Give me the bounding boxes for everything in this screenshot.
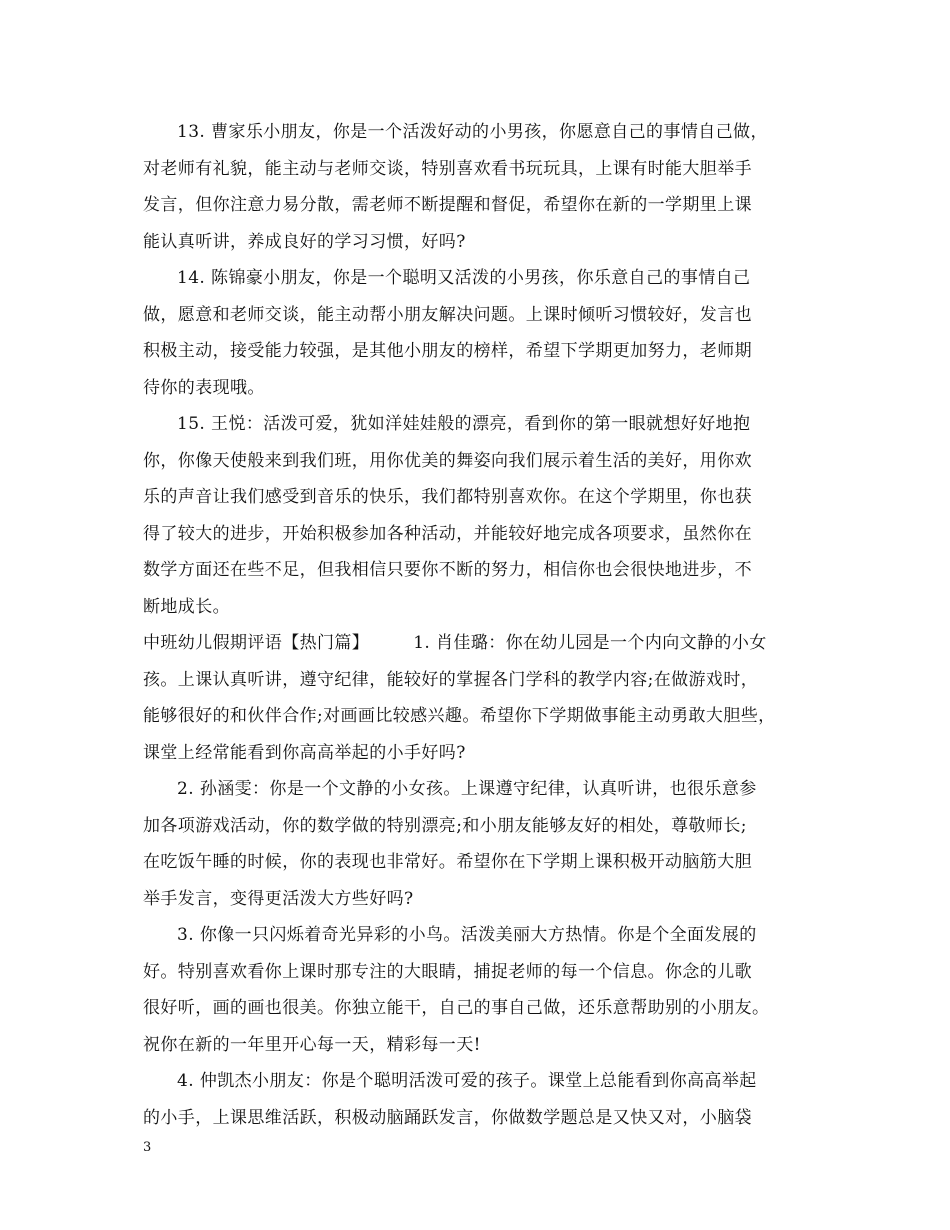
- text-line: 课堂上经常能看到你高高举起的小手好吗?: [143, 743, 466, 763]
- text-line: 孩。上课认真听讲，遵守纪律，能较好的掌握各门学科的教学内容;在做游戏时，: [143, 670, 759, 690]
- text-line: 积极主动，接受能力较强，是其他小朋友的榜样，希望下学期更加努力，老师期: [143, 341, 752, 361]
- text-line: 加各项游戏活动，你的数学做的特别漂亮;和小朋友能够友好的相处，尊敬师长;: [143, 816, 747, 836]
- text-line: 1. 肖佳璐：你在幼儿园是一个内向文静的小女: [413, 633, 767, 653]
- text-line: 在吃饭午睡的时候，你的表现也非常好。希望你在下学期上课积极开动脑筋大胆: [143, 852, 752, 872]
- text-line: 待你的表现哦。: [143, 378, 265, 398]
- text-line: 断地成长。: [143, 597, 230, 617]
- text-line: 举手发言，变得更活泼大方些好吗?: [143, 889, 414, 909]
- text-line: 2. 孙涵雯：你是一个文静的小女孩。上课遵守纪律，认真听讲，也很乐意参: [177, 779, 757, 799]
- section-heading-line: [143, 632, 767, 654]
- text-line: 好。特别喜欢看你上课时那专注的大眼睛，捕捉老师的每一个信息。你念的儿歌: [143, 962, 752, 982]
- text-line: 4. 仲凯杰小朋友：你是个聪明活泼可爱的孩子。课堂上总能看到你高高举起: [177, 1071, 757, 1091]
- text-line: 很好听，画的画也很美。你独立能干，自己的事自己做，还乐意帮助别的小朋友。: [143, 998, 770, 1018]
- text-line: 乐的声音让我们感受到音乐的快乐，我们都特别喜欢你。在这个学期里，你也获: [143, 487, 752, 507]
- section-heading: 中班幼儿假期评语【热门篇】: [143, 633, 370, 653]
- text-line: 3. 你像一只闪烁着奇光异彩的小鸟。活泼美丽大方热情。你是个全面发展的: [177, 925, 757, 945]
- text-line: 数学方面还在些不足，但我相信只要你不断的努力，相信你也会很快地进步，不: [143, 560, 752, 580]
- text-line: 得了较大的进步，开始积极参加各种活动，并能较好地完成各项要求，虽然你在: [143, 524, 752, 544]
- text-line: 14. 陈锦豪小朋友，你是一个聪明又活泼的小男孩，你乐意自己的事情自己: [177, 268, 751, 288]
- text-line: 发言，但你注意力易分散，需老师不断提醒和督促，希望你在新的一学期里上课: [143, 195, 752, 215]
- text-line: 祝你在新的一年里开心每一天，精彩每一天!: [143, 1035, 481, 1055]
- text-line: 你，你像天使般来到我们班，用你优美的舞姿向我们展示着生活的美好，用你欢: [143, 451, 752, 471]
- text-line: 能认真听讲，养成良好的学习习惯，好吗?: [143, 232, 466, 252]
- page-number: 3: [143, 1140, 152, 1155]
- text-line: 13. 曹家乐小朋友，你是一个活泼好动的小男孩，你愿意自己的事情自己做，: [177, 122, 768, 142]
- text-line: 做，愿意和老师交谈，能主动帮小朋友解决问题。上课时倾听习惯较好，发言也: [143, 305, 752, 325]
- text-line: 能够很好的和伙伴合作;对画画比较感兴趣。希望你下学期做事能主动勇敢大胆些，: [143, 706, 776, 726]
- text-line: 15. 王悦：活泼可爱，犹如洋娃娃般的漂亮，看到你的第一眼就想好好地抱: [177, 414, 751, 434]
- text-line: 对老师有礼貌，能主动与老师交谈，特别喜欢看书玩玩具，上课有时能大胆举手: [143, 159, 752, 179]
- text-line: 的小手，上课思维活跃，积极动脑踊跃发言，你做数学题总是又快又对，小脑袋: [143, 1108, 752, 1128]
